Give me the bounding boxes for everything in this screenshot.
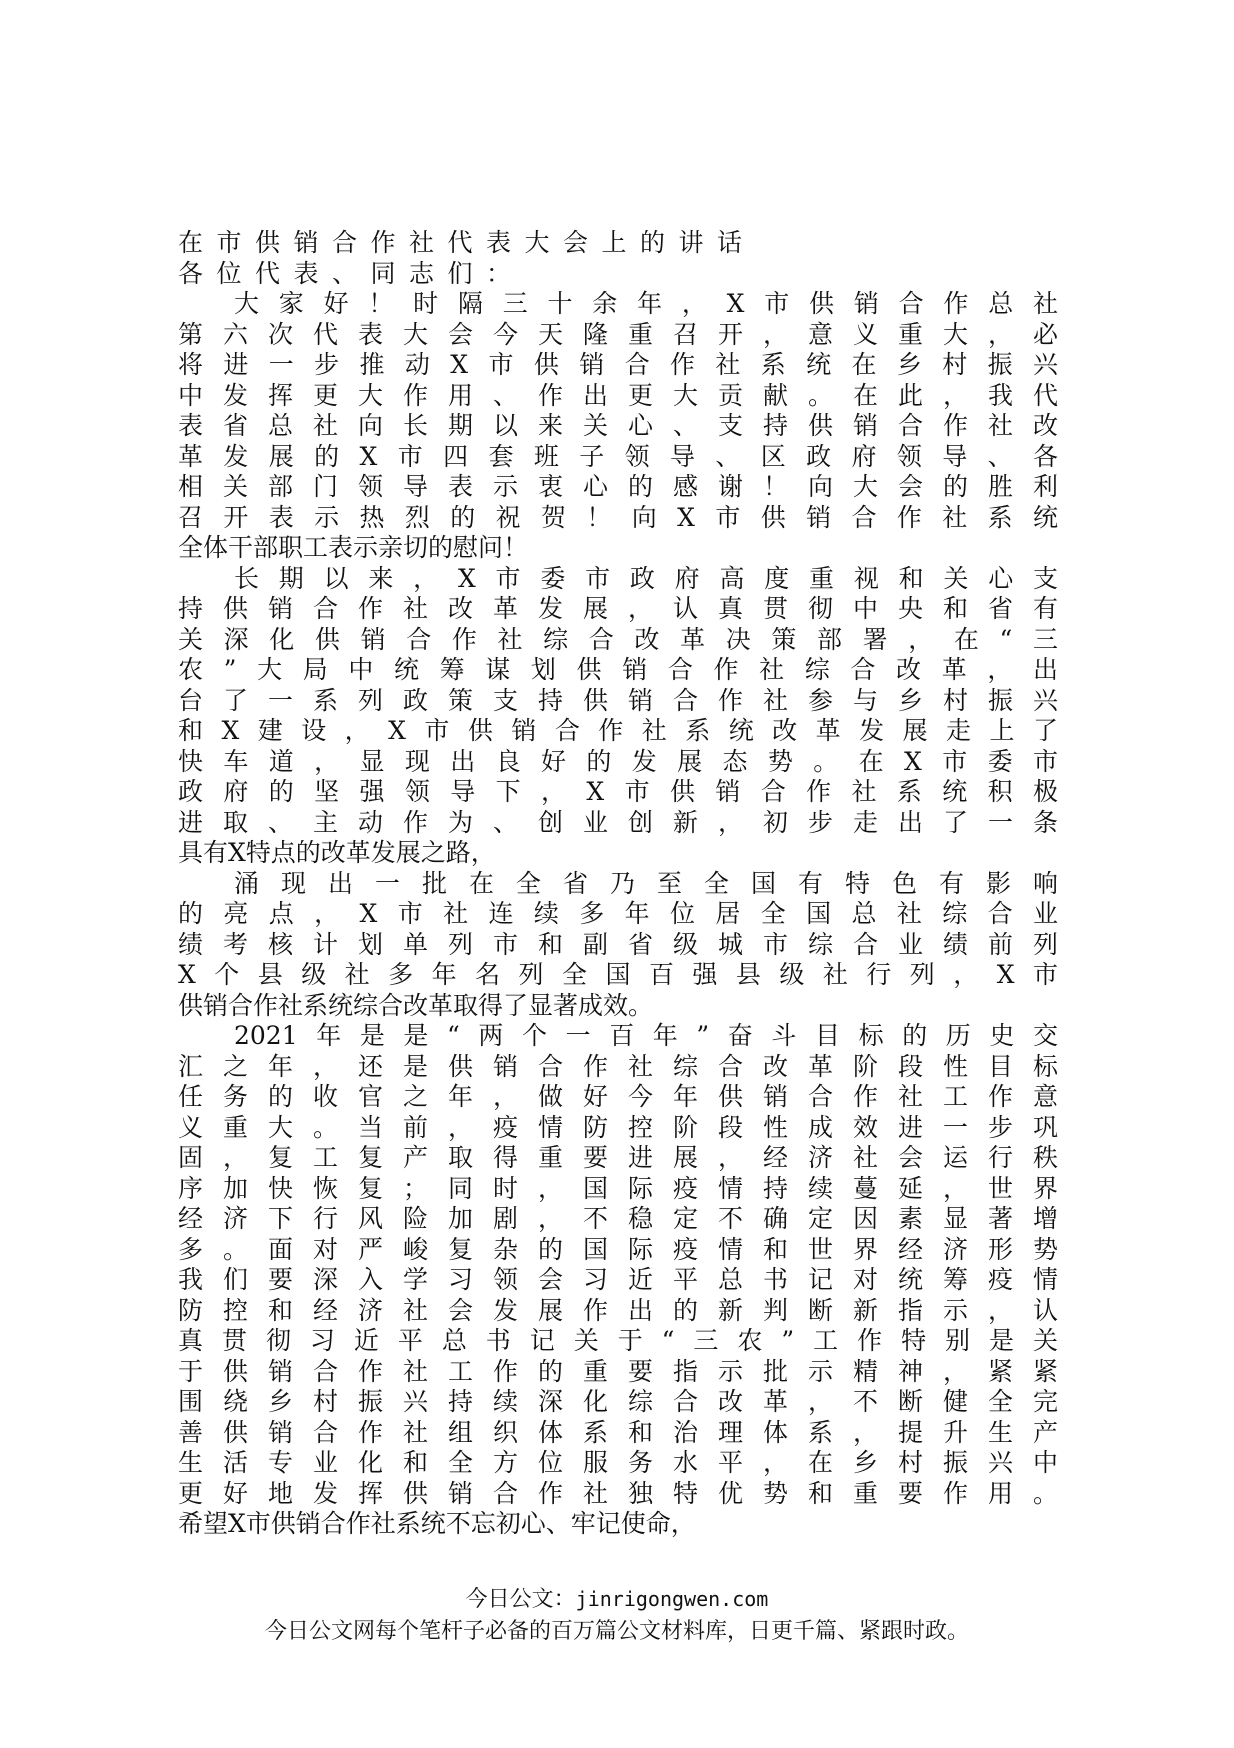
text-line: 多。面对严峻复杂的国际疫情和世界经济形势 [178,1234,1058,1264]
text-line: 绩考核计划单列市和副省级城市综合业绩前列 [178,929,1058,959]
footer-site-link[interactable]: jinrigongwen.com [575,1587,769,1611]
text-line: 相关部门领导表示衷心的感谢！向大会的胜利 [178,472,1058,501]
text-line: 涌现出一批在全省乃至全国有特色有影响 [234,868,1058,898]
text-line: 持供销合作社改革发展，认真贯彻中央和省有 [178,594,1058,623]
text-line: 进取、主动作为、创业创新，初步走出了一条 [178,807,1058,837]
text-line: 全体干部职工表示亲切的慰问！ [178,533,529,562]
text-line: 的亮点，X市社连续多年位居全国总社综合业 [178,899,1058,928]
text-line: 防控和经济社会发展作出的新判断新指示，认 [178,1295,1058,1325]
paragraph [178,564,1058,869]
text-line: 我们要深入学习领会习近平总书记对统筹疫情 [178,1265,1058,1294]
text-line: 希望X市供销合作社系统不忘初心、牢记使命， [178,1509,696,1538]
text-line: 和X建设，X市供销合作社系统改革发展走上了 [178,716,1058,745]
text-line: 真贯彻习近平总书记关于“三农”工作特别是关 [178,1326,1058,1355]
text-line: 2021年是是“两个一百年”奋斗目标的历史交 [234,1021,1058,1050]
text-line: 善供销合作社组织体系和治理体系，提升生产 [178,1417,1058,1447]
text-line: 序加快恢复；同时，国际疫情持续蔓延，世界 [178,1173,1058,1203]
text-line: 于供销合作社工作的重要指示批示精神，紧紧 [178,1356,1058,1386]
text-line: 快车道，显现出良好的发展态势。在X市委市 [178,746,1058,776]
text-line: 任务的收官之年，做好今年供销合作社工作意 [178,1082,1058,1111]
text-line: 围绕乡村振兴持续深化综合改革，不断健全完 [178,1387,1058,1416]
text-line: 政府的坚强领导下，X市供销合作社系统积极 [178,777,1058,806]
text-line: 具有X特点的改革发展之路， [178,838,496,867]
text-line: 固，复工复产取得重要进展，经济社会运行秩 [178,1143,1058,1172]
text-line: 大家好！时隔三十余年，X市供销合作总社 [234,289,1058,318]
footer-site-line [0,1582,1234,1613]
paragraph [178,1021,1058,1540]
text-line: 长期以来，X市委市政府高度重视和关心支 [234,563,1058,593]
text-line: 表省总社向长期以来关心、支持供销合作社改 [178,411,1058,440]
paragraphs [178,289,1058,1540]
paragraph [178,289,1058,564]
text-line: 召开表示热烈的祝贺！向X市供销合作社系统 [178,502,1058,532]
text-line: 更好地发挥供销合作社独特优势和重要作用。 [178,1478,1058,1508]
document-body [178,228,1058,1540]
text-line: X个县级社多年名列全国百强县级社行列，X市 [178,960,1058,989]
text-line: 第六次代表大会今天隆重召开，意义重大，必 [178,319,1058,349]
text-line: 生活专业化和全方位服务水平，在乡村振兴中 [178,1448,1058,1477]
text-line: 台了一系列政策支持供销合作社参与乡村振兴 [178,685,1058,715]
text-line: 关深化供销合作社综合改革决策部署，在“三 [178,624,1058,654]
text-line: 农”大局中统筹谋划供销合作社综合改革，出 [178,655,1058,684]
text-line: 中发挥更大作用、作出更大贡献。在此，我代 [178,380,1058,410]
text-line: 将进一步推动X市供销合作社系统在乡村振兴 [178,350,1058,379]
footer-slogan: 今日公文网每个笔杆子必备的百万篇公文材料库，日更千篇、紧跟时政。 [264,1619,969,1644]
text-line: 义重大。当前，疫情防控阶段性成效进一步巩 [178,1112,1058,1142]
document-title: 在市供销合作社代表大会上的讲话 [178,228,756,257]
text-line: 经济下行风险加剧，不稳定不确定因素显著增 [178,1204,1058,1233]
footer-site-label: 今日公文： [465,1587,576,1612]
text-line: 革发展的X市四套班子领导、区政府领导、各 [178,441,1058,471]
paragraph [178,869,1058,1022]
text-line: 汇之年，还是供销合作社综合改革阶段性目标 [178,1051,1058,1081]
salutation: 各位代表、同志们： [178,258,525,288]
text-line: 供销合作社系统综合改革取得了显著成效。 [178,990,654,1020]
